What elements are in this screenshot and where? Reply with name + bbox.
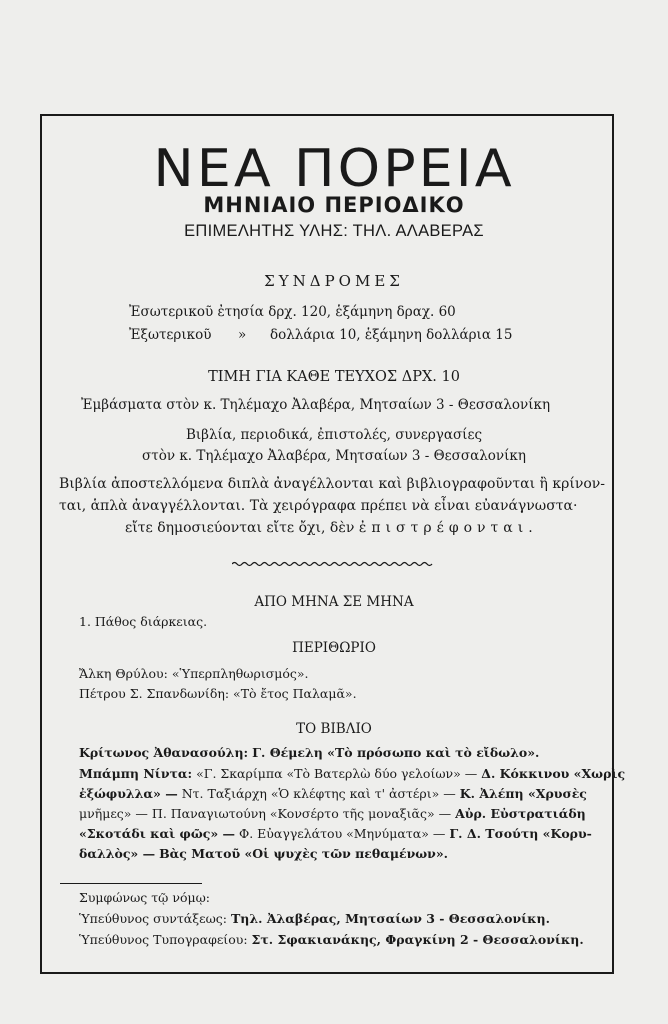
notice-line-3-spaced: ἐπιστρέφονται. [358,520,538,536]
section3-line-2-work: «Γ. Σκαρίμπα «Τὸ Βατερλὼ δύο γελοίων» — [196,766,478,781]
legal-heading: Συμφώνως τῷ νόμῳ: [79,890,211,905]
price-line: ΤΙΜΗ ΓΙΑ ΚΑΘΕ ΤΕΥΧΟΣ ΔΡΧ. 10 [208,369,460,385]
section3-line-5 [79,826,592,841]
legal-editor [79,911,550,926]
section1-heading: ΑΠΟ ΜΗΝΑ ΣΕ ΜΗΝΑ [254,594,414,610]
subscription-foreign-value: δολλάρια 10, ἑξάμηνη δολλάρια 15 [270,327,513,343]
section2-item-2-work: «Τὸ ἔτος Παλαμᾶ». [233,686,357,701]
subscriptions-heading: ΣΥΝΔΡΟΜΕΣ [264,272,404,290]
section3-line-4-start: μνῆμες» — [79,806,148,821]
section3-line-3-start: ἐξώφυλλα» — [79,786,178,801]
section3-line-5-start: «Σκοτάδι καὶ φῶς» — [79,826,235,841]
section3-line-5-work: Φ. Εὐαγγελάτου «Μηνύματα» — [238,826,446,841]
section3-line-1 [79,745,539,760]
bottom-rule [40,972,614,974]
section3-line-6-start: δαλλὸς» — [79,846,156,861]
books-line-2: στὸν κ. Τηλέμαχο Ἀλαβέρα, Μητσαίων 3 - Θεσσαλονίκη [142,448,526,464]
notice-line-2: ται, ἁπλὰ ἀναγγέλλονται. Τὰ χειρόγραφα πρέπει νὰ εἶναι εὐανάγνωστα· [59,498,578,514]
section2-item-2 [79,686,357,701]
books-line-1: Βιβλία, περιοδικά, ἐπιστολές, συνεργασίες [185,427,483,443]
section3-line-3 [79,786,587,801]
subscription-domestic: Ἐσωτερικοῦ ἐτησία δρχ. 120, ἑξάμηνη δραχ. 60 [129,304,456,320]
section3-line-2-end: Δ. Κόκκινου «Χωρὶς [481,766,626,781]
remittances-line: Ἐμβάσματα στὸν κ. Τηλέμαχο Ἀλαβέρα, Μητσαίων 3 - Θεσσαλονίκη [81,397,551,413]
section3-line-6-work: Βὰς Ματοῦ «Οἱ ψυχὲς τῶν πεθαμένων». [159,846,448,861]
legal-printer-value: Στ. Σφακιανάκης, Φραγκίνη 2 - Θεσσαλονίκη. [251,932,584,947]
section3-line-5-end: Γ. Δ. Τσούτη «Κορυ- [449,826,592,841]
section3-line-4-work: Π. Παναγιωτούνη «Κονσέρτο τῆς μοναξιᾶς» — [151,806,452,821]
section3-line-3-end: Κ. Ἀλέπη «Χρυσὲς [459,786,587,801]
section3-line-2 [79,766,625,781]
section2-heading: ΠΕΡΙΘΩΡΙΟ [292,640,376,656]
section3-line-2-author: Μπάμπη Νίντα: [79,766,193,781]
section2-item-2-author: Πέτρου Σ. Σπανδωνίδη: [79,686,230,701]
legal-printer-label: Ὑπεύθυνος Τυπογραφείου: [79,932,248,947]
section3-heading: ΤΟ ΒΙΒΛΙΟ [296,721,372,737]
legal-editor-label: Ὑπεύθυνος συντάξεως: [79,911,227,926]
editor-line: ΕΠΙΜΕΛΗΤΗΣ ΥΛΗΣ: ΤΗΛ. ΑΛΑΒΕΡΑΣ [184,222,484,240]
section3-line-3-work: Ντ. Ταξιάρχη «Ὁ κλέφτης καὶ τ' ἀστέρι» — [181,786,456,801]
section2-item-1-author: Ἄλκη Θρύλου: [79,666,168,681]
section1-item: 1. Πάθος διάρκειας. [79,614,208,629]
page-frame [40,114,614,974]
section3-line-4 [79,806,586,821]
section3-line-1-work: Γ. Θέμελη «Τὸ πρόσωπο καὶ τὸ εἴδωλο». [252,745,540,760]
notice-line-3-start: εἴτε δημοσιεύονται εἴτε ὄχι, δὲν [125,520,355,536]
section3-line-4-end: Αὐρ. Εὐστρατιάδη [455,806,586,821]
notice-line-1: Βιβλία ἀποστελλόμενα διπλὰ ἀναγέλλονται καὶ βιβλιογραφοῦνται ἢ κρίνον- [59,476,606,492]
legal-editor-value: Τηλ. Ἀλαβέρας, Μητσαίων 3 - Θεσσαλονίκη. [230,911,550,926]
magazine-subtitle: ΜΗΝΙΑΙΟ ΠΕΡΙΟΔΙΚΟ [203,193,465,217]
top-rule [40,114,614,116]
wavy-separator [232,560,434,568]
section2-item-1-work: «Ὑπερπληθωρισμός». [171,666,309,681]
subscription-foreign-label: Ἐξωτερικοῦ [129,327,212,343]
section3-line-1-author: Κρίτωνος Ἀθανασούλη: [79,745,249,760]
legal-rule [60,883,202,884]
legal-printer [79,932,584,947]
subscription-foreign-mark: » [238,327,247,343]
section3-line-6 [79,846,448,861]
notice-line-3 [125,520,538,536]
magazine-title: ΝΕΑ ΠΟΡΕΙΑ [153,138,515,199]
section2-item-1 [79,666,309,681]
